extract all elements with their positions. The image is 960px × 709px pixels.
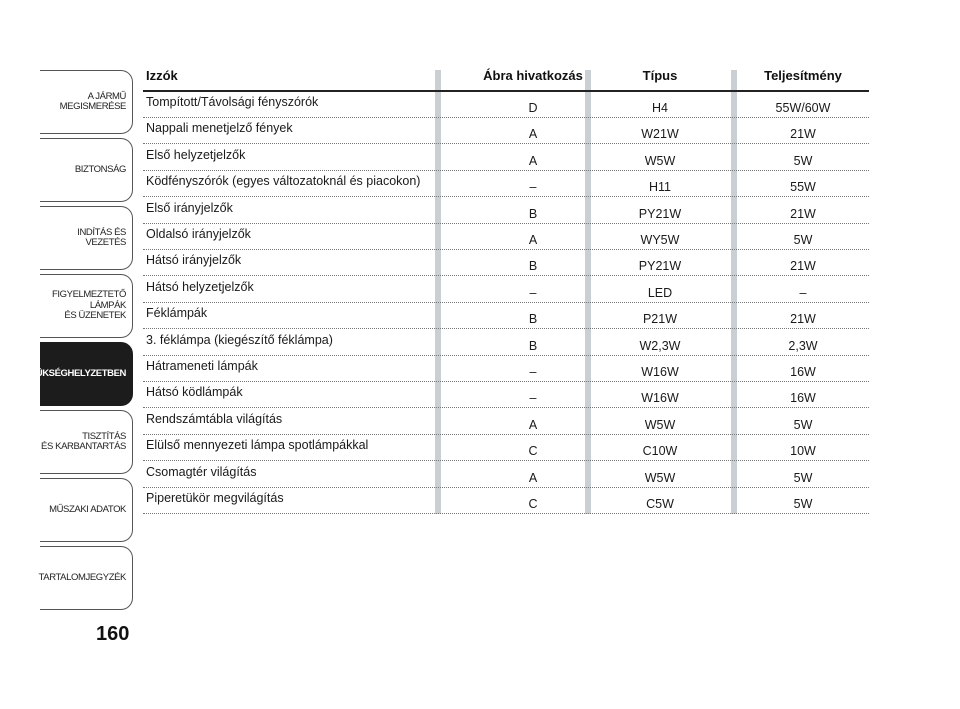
figure-ref: A [528, 153, 538, 168]
bulb-power: 55W/60W [775, 101, 831, 115]
table-row [143, 356, 869, 382]
bulb-name: Hátsó helyzetjelzők [146, 279, 254, 294]
table-row [143, 277, 869, 303]
table-row [143, 462, 869, 488]
header-power: Teljesítmény [764, 68, 842, 83]
tab-tisztitas-es-karbantartas[interactable] [40, 410, 133, 474]
table-row [143, 488, 869, 514]
bulb-name: Rendszámtábla világítás [146, 411, 283, 426]
table-row [143, 250, 869, 276]
figure-ref: – [529, 180, 537, 195]
tab-muszaki-adatok[interactable] [40, 478, 133, 542]
bulb-power: 5W [793, 497, 813, 511]
table-row [143, 198, 869, 224]
bulb-type: W5W [644, 470, 676, 485]
bulb-name: Elülső mennyezeti lámpa spotlámpákkal [146, 438, 369, 453]
header-type: Típus [642, 68, 678, 83]
bulb-name: Féklámpák [146, 306, 208, 321]
bulb-name: Hátsó irányjelzők [146, 253, 242, 268]
table-row [143, 92, 869, 118]
figure-ref: A [528, 470, 538, 485]
bulb-name: Piperetükör megvilágítás [146, 491, 284, 505]
bulb-type: H11 [648, 180, 671, 195]
bulb-type: W16W [641, 391, 679, 406]
tab-figyelmezteto-lampak[interactable] [40, 274, 133, 338]
table-row [143, 171, 869, 197]
bulb-type: LED [647, 285, 673, 300]
header-bulbs: Izzók [146, 68, 178, 83]
bulb-name: Oldalsó irányjelzők [146, 227, 251, 241]
figure-ref: B [528, 206, 538, 221]
bulb-power: 16W [790, 391, 816, 406]
bulb-name: Első irányjelzők [146, 200, 233, 215]
bulb-power: 5W [793, 153, 813, 168]
tab-inditas-es-vezetes[interactable] [40, 206, 133, 270]
tab-label: TARTALOMJEGYZÉK [38, 571, 126, 583]
table-row [143, 330, 869, 356]
header-figure-ref: Ábra hivatkozás [483, 68, 583, 83]
figure-ref: A [528, 417, 538, 432]
bulb-power: 10W [790, 444, 816, 459]
bulb-power: 21W [790, 259, 816, 274]
figure-ref: B [528, 259, 538, 274]
bulb-type: H4 [652, 101, 668, 115]
bulb-name: Csomagtér világítás [146, 464, 257, 479]
tab-tartalomjegyzek[interactable] [40, 546, 133, 610]
figure-ref: A [528, 127, 538, 142]
figure-ref: C [528, 444, 538, 459]
bulb-type: PY21W [638, 206, 682, 221]
tab-label: SZÜKSÉGHELYZETBEN [24, 367, 126, 379]
table-row [143, 409, 869, 435]
bulb-type: W21W [641, 127, 679, 142]
figure-ref: – [529, 391, 537, 406]
bulb-power: 55W [790, 180, 816, 195]
bulb-name: Hátrameneti lámpák [146, 359, 258, 373]
bulb-power: – [799, 285, 807, 300]
tab-label: TISZTÍTÁS ÉS KARBANTARTÁS [41, 430, 126, 452]
tab-label: FIGYELMEZTETŐ LÁMPÁK ÉS ÜZENETEK [52, 289, 126, 322]
bulb-power: 2,3W [788, 338, 818, 353]
bulb-type: WY5W [640, 233, 680, 247]
tab-szukseghelyzetben[interactable] [24, 342, 133, 406]
table-row [143, 382, 869, 408]
bulb-power: 21W [790, 127, 816, 142]
bulb-name: Első helyzetjelzők [146, 147, 246, 162]
table-row [143, 118, 869, 144]
bulb-name: 3. féklámpa (kiegészítő féklámpa) [146, 332, 333, 347]
tab-label: INDÍTÁS ÉS VEZETÉS [77, 226, 126, 248]
figure-ref: D [528, 101, 538, 115]
bulb-type: C5W [646, 497, 674, 511]
figure-ref: A [528, 233, 538, 247]
figure-ref: C [528, 497, 538, 511]
tab-a-jarmu-megismerese[interactable] [40, 70, 133, 134]
table-row [143, 435, 869, 461]
bulb-name: Tompított/Távolsági fényszórók [146, 95, 319, 109]
figure-ref: – [529, 285, 537, 300]
bulb-power: 5W [793, 417, 813, 432]
bulb-type: W2,3W [639, 338, 681, 353]
bulb-power: 16W [790, 365, 816, 379]
bulb-type: W16W [641, 365, 679, 379]
figure-ref: B [528, 338, 538, 353]
row-divider [143, 513, 869, 514]
bulb-power: 21W [790, 206, 816, 221]
bulb-type: PY21W [638, 259, 682, 274]
bulb-power: 21W [790, 312, 816, 327]
table-row [143, 224, 869, 250]
bulb-power: 5W [793, 233, 813, 247]
tab-label: MŰSZAKI ADATOK [49, 503, 126, 515]
bulb-type: W5W [644, 417, 676, 432]
tab-biztonsag[interactable] [40, 138, 133, 202]
figure-ref: B [528, 312, 538, 327]
page-number: 160 [96, 623, 130, 645]
bulb-name: Ködfényszórók (egyes változatoknál és piacokon) [146, 174, 421, 189]
table-row [143, 303, 869, 329]
bulb-name: Nappali menetjelző fények [146, 121, 293, 136]
bulb-name: Hátsó ködlámpák [146, 385, 243, 400]
table-row [143, 145, 869, 171]
figure-ref: – [529, 365, 537, 379]
bulb-type: P21W [642, 312, 678, 327]
tab-label: A JÁRMŰ MEGISMERÉSE [59, 90, 126, 112]
bulb-type: W5W [644, 153, 676, 168]
bulb-power: 5W [793, 470, 813, 485]
bulb-type: C10W [642, 444, 678, 459]
tab-label: BIZTONSÁG [74, 163, 126, 175]
